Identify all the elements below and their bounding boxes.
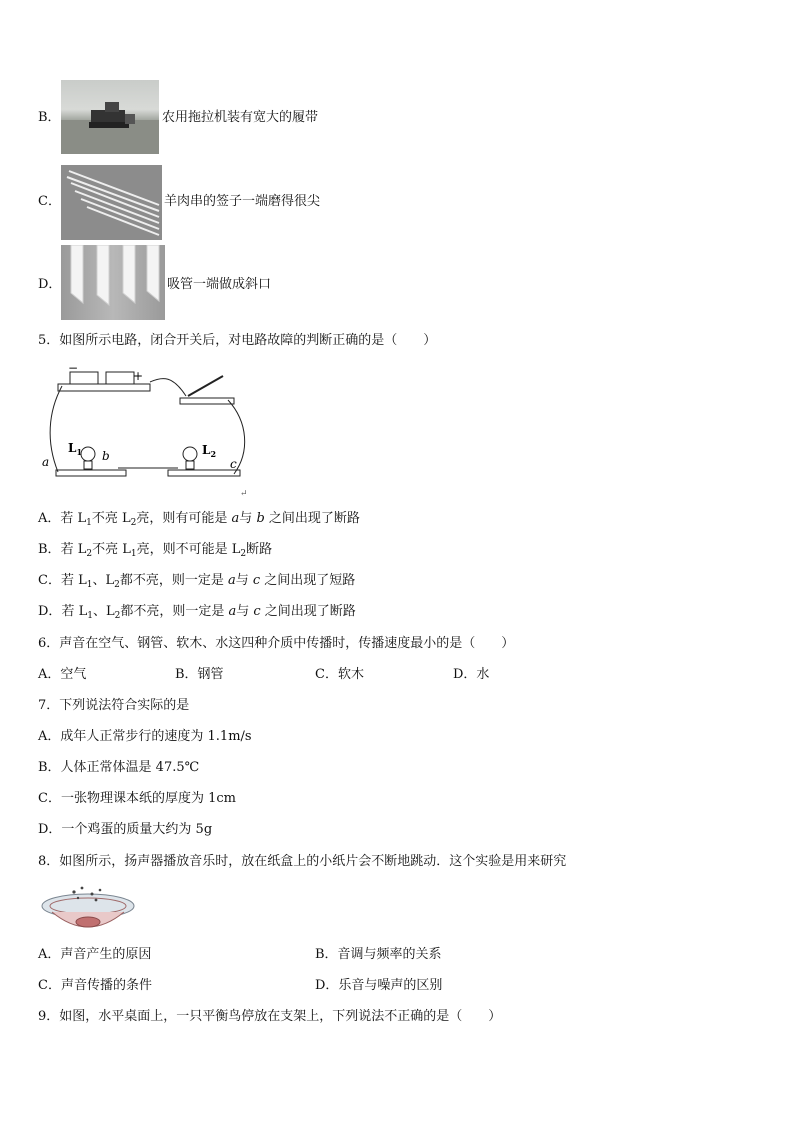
tractor-icon xyxy=(61,80,159,154)
circuit-wires xyxy=(50,379,245,474)
switch-board xyxy=(180,376,234,404)
point-a-label: a xyxy=(42,455,50,469)
option-text: 农用拖拉机装有宽大的履带 xyxy=(162,110,319,125)
q7-option-c: C．一张物理课本纸的厚度为 1cm xyxy=(38,791,236,806)
q8-option-c: C．声音传播的条件 xyxy=(38,978,152,993)
option-label: D． xyxy=(38,277,62,292)
q6-option-a: A．空气 xyxy=(38,667,87,682)
q5-option-c: C．若 $L_1$、$L_2$都不亮，则一定是 a与 c 之间出现了短路 xyxy=(38,573,356,590)
question-stem: 9．如图，水平桌面上，一只平衡鸟停放在支架上，下列说法不正确的是（ ） xyxy=(38,1009,502,1024)
q6-option-d: D．水 xyxy=(453,667,490,682)
question-stem: 6．声音在空气、钢管、软木、水这四种介质中传播时，传播速度最小的是（ ） xyxy=(38,636,515,651)
plus-label: + xyxy=(133,369,144,383)
q5-option-a: A．若 $L_1$不亮 $L_2$亮，则有可能是 a与 b 之间出现了断路 xyxy=(38,511,360,528)
svg-text:L2 xyxy=(202,443,216,459)
q5-option-b: B．若 $L_2$不亮 $L_1$亮，则不可能是 $L_2$断路 xyxy=(38,542,273,559)
question-stem: 8．如图所示，扬声器播放音乐时，放在纸盒上的小纸片会不断地跳动．这个实验是用来研究 xyxy=(38,854,567,869)
tractor-photo xyxy=(61,80,159,154)
l1-label: L xyxy=(68,441,77,455)
point-b-label: b xyxy=(102,449,110,463)
speaker-diagram xyxy=(38,878,138,938)
return-mark: ↵ xyxy=(240,489,248,499)
q5-option-d: D．若 $L_1$、$L_2$都不亮，则一定是 a与 c 之间出现了断路 xyxy=(38,604,356,621)
svg-text:L1 xyxy=(68,441,82,457)
bulb-l1-board xyxy=(56,447,126,476)
circuit-diagram xyxy=(38,362,258,500)
question-stem: 5．如图所示电路，闭合开关后，对电路故障的判断正确的是（ ） xyxy=(38,333,437,348)
option-text: 吸管一端做成斜口 xyxy=(167,277,272,292)
q8-option-b: B．音调与频率的关系 xyxy=(315,947,442,962)
q6-option-b: B．钢管 xyxy=(175,667,224,682)
question-stem: 7．下列说法符合实际的是 xyxy=(38,698,190,713)
option-label: B． xyxy=(38,110,61,125)
skewers-photo xyxy=(61,165,162,240)
l2-subscript: 2 xyxy=(210,449,217,459)
option-label: C． xyxy=(38,194,61,209)
skewers-icon xyxy=(61,165,162,240)
q7-option-d: D．一个鸡蛋的质量大约为 5g xyxy=(38,822,213,837)
q7-option-b: B．人体正常体温是 47.5℃ xyxy=(38,760,200,775)
straws-photo xyxy=(61,245,165,320)
minus-label: − xyxy=(68,362,79,375)
point-c-label: c xyxy=(230,457,237,471)
l1-subscript: 1 xyxy=(76,447,83,457)
q8-option-a: A．声音产生的原因 xyxy=(38,947,152,962)
straws-icon xyxy=(61,245,165,320)
q6-option-c: C．软木 xyxy=(315,667,364,682)
l2-label: L xyxy=(202,443,211,457)
option-text: 羊肉串的签子一端磨得很尖 xyxy=(164,194,321,209)
q7-option-a: A．成年人正常步行的速度为 1.1m/s xyxy=(38,729,252,744)
q8-option-d: D．乐音与噪声的区别 xyxy=(315,978,443,993)
